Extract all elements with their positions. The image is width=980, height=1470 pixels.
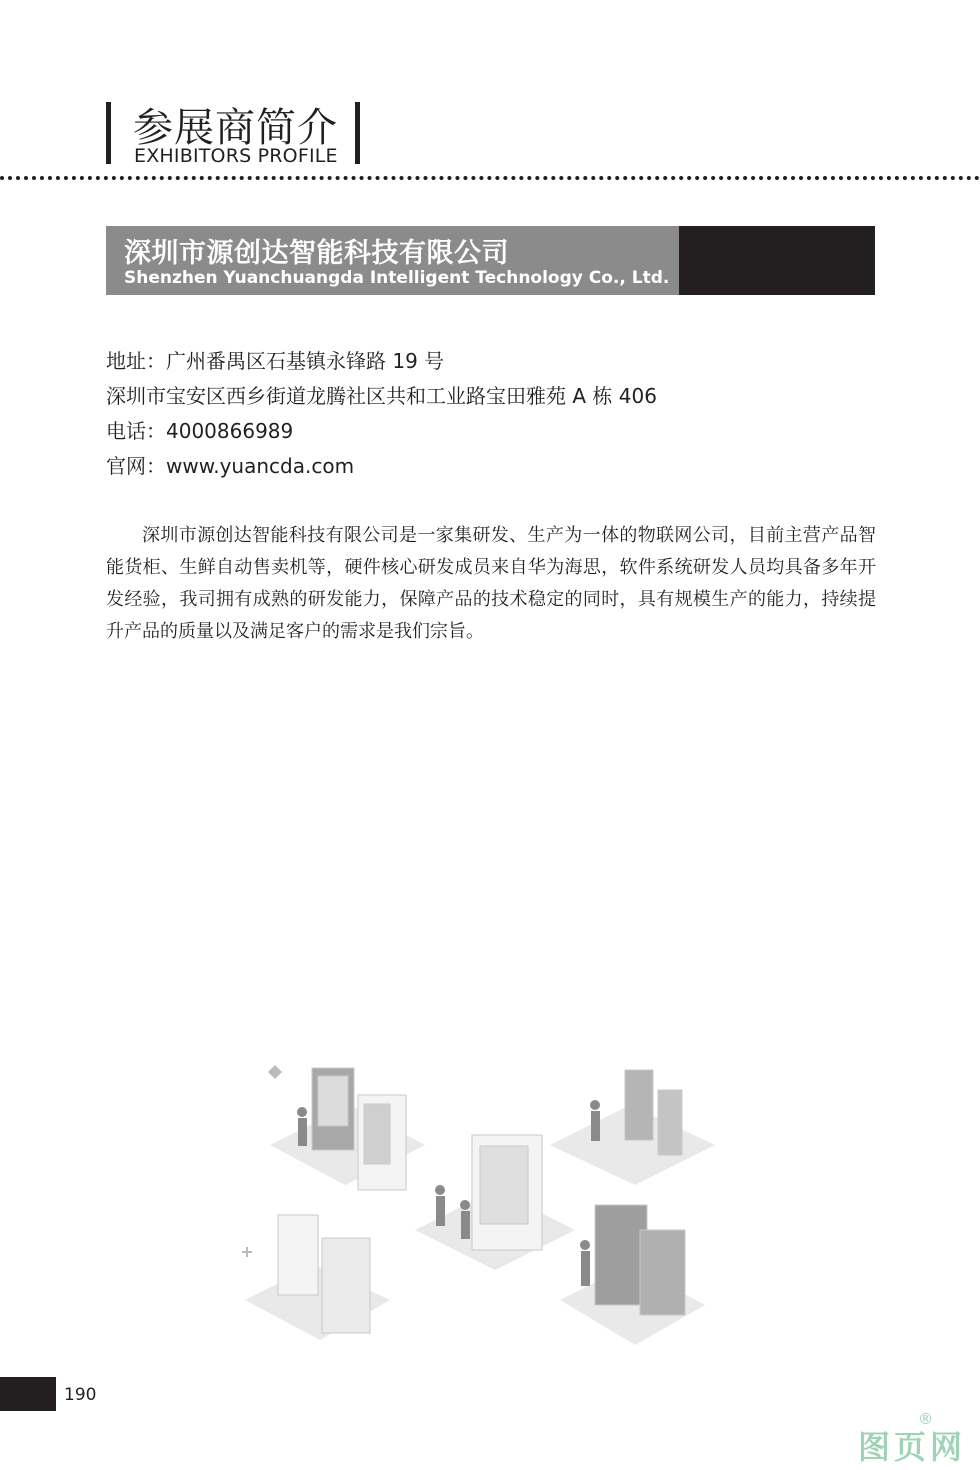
header-bar-left [106, 102, 111, 164]
website-line: 官网：www.yuancda.com [106, 454, 355, 478]
company-name-en: Shenzhen Yuanchuangda Intelligent Technology Co., Ltd. [124, 268, 670, 288]
watermark-registered-mark: ® [918, 1410, 933, 1428]
page-number-block [0, 1377, 56, 1411]
header-title-cn: 参展商简介 [133, 105, 338, 151]
company-banner-gray [106, 226, 679, 295]
phone-line: 电话：4000866989 [106, 419, 294, 443]
address-line-2: 深圳市宝安区西乡街道龙腾社区共和工业路宝田雅苑 A 栋 406 [106, 384, 657, 408]
company-name-cn: 深圳市源创达智能科技有限公司 [124, 238, 509, 269]
header-bar-right [355, 102, 360, 164]
dotted-divider [0, 176, 980, 180]
decor-plus-icon [242, 1247, 252, 1257]
company-banner [106, 226, 875, 295]
decor-diamond-icon [268, 1065, 282, 1079]
page-number: 190 [64, 1385, 97, 1405]
vending-machine-icon [278, 1068, 685, 1333]
vending-machines-illustration [240, 1060, 730, 1360]
address-line-1: 地址：广州番禺区石基镇永锋路 19 号 [106, 349, 445, 373]
watermark-logo: 图页网 [858, 1428, 967, 1466]
company-description: 深圳市源创达智能科技有限公司是一家集研发、生产为一体的物联网公司，目前主营产品智能货柜、生鲜自动售卖机等，硬件核心研发成员来自华为海思，软件系统研发人员均具备多年开发经验，我司拥有成熟的研发能力，保障产品的技术稳定的同时，具有规模生产的能力，持续提升产品的质量以及满足客户的需求是我们宗旨。 [106, 525, 876, 642]
header-title-en: EXHIBITORS PROFILE [134, 145, 338, 167]
